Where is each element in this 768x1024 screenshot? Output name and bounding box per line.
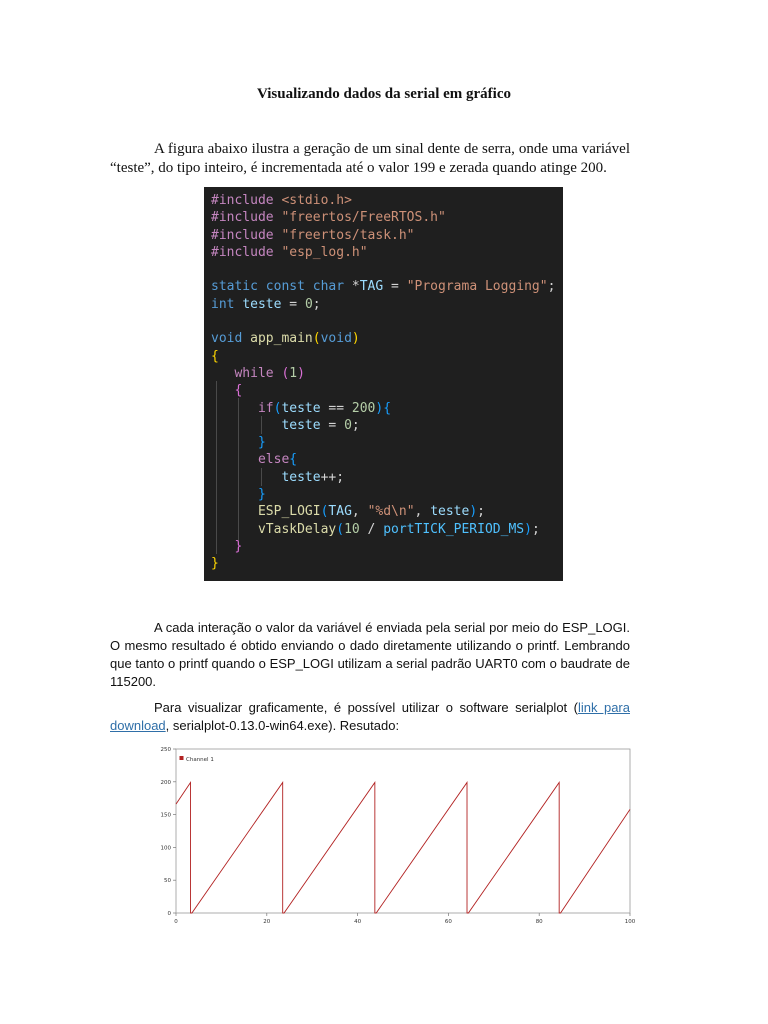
code-line: #include "esp_log.h": [211, 244, 368, 260]
code-line: }: [211, 556, 219, 572]
y-tick-label: 100: [160, 845, 171, 852]
y-tick-label: 150: [160, 812, 171, 819]
page-title: Visualizando dados da serial em gráfico: [256, 86, 512, 102]
serialplot-text-before: Para visualizar graficamente, é possível utilizar o software serialplot (: [154, 700, 578, 715]
x-tick-label: 100: [624, 919, 636, 925]
x-tick-label: 80: [535, 919, 543, 925]
code-line: vTaskDelay(10 / portTICK_PERIOD_MS);: [257, 521, 540, 537]
x-tick-label: 40: [354, 919, 362, 925]
serialplot-text-after: , serialplot-0.13.0-win64.exe). Resutado:: [165, 718, 400, 733]
serialplot-paragraph: [110, 699, 630, 735]
code-line: static const char *TAG = "Programa Logging";: [211, 279, 556, 295]
x-tick-label: 20: [263, 919, 271, 925]
code-line: }: [257, 487, 266, 503]
code-line: #include "freertos/task.h": [211, 227, 415, 243]
code-line: int teste = 0;: [211, 296, 321, 312]
code-line: teste++;: [281, 469, 345, 485]
uart-paragraph: A cada interação o valor da variável é enviada pela serial por meio do ESP_LOGI. O mesmo resultado é obtido enviando o dado diretamente utilizando o printf. Lembrando que tanto o printf quando o ESP_LOGI utilizam a serial padrão UART0 com o baudrate de 115200.: [110, 620, 630, 689]
code-line: ESP_LOGI(TAG, "%d\n", teste);: [257, 504, 485, 520]
code-line: #include <stdio.h>: [211, 193, 352, 208]
code-line: }: [257, 435, 266, 451]
legend-swatch: [180, 756, 184, 760]
code-line: {: [211, 348, 219, 364]
code-line: teste = 0;: [281, 417, 360, 433]
code-line: [211, 313, 563, 330]
code-line: else{: [257, 452, 298, 468]
plot-background: [154, 744, 638, 928]
code-line: [211, 261, 563, 278]
y-tick-label: 250: [160, 747, 171, 753]
code-line: while (1): [234, 365, 305, 381]
code-line: }: [234, 538, 243, 554]
code-screenshot: [204, 187, 563, 581]
download-link[interactable]: link para download: [110, 700, 630, 733]
y-tick-label: 0: [167, 911, 171, 917]
code-line: #include "freertos/FreeRTOS.h": [211, 210, 446, 226]
code-line: void app_main(void): [211, 331, 360, 347]
x-tick-label: 60: [444, 919, 452, 925]
code-line: if(teste == 200){: [257, 400, 392, 416]
legend-label: Channel 1: [186, 757, 214, 763]
x-tick-label: 0: [174, 919, 178, 925]
serialplot-chart: [154, 744, 638, 928]
y-tick-label: 50: [164, 878, 171, 885]
intro-paragraph: A figura abaixo ilustra a geração de um sinal dente de serra, onde uma variável “teste”, do tipo inteiro, é incrementada até o valor 199 e zerada quando atinge 200.: [110, 141, 630, 176]
code-line: {: [234, 383, 243, 399]
y-tick-label: 200: [160, 779, 171, 786]
